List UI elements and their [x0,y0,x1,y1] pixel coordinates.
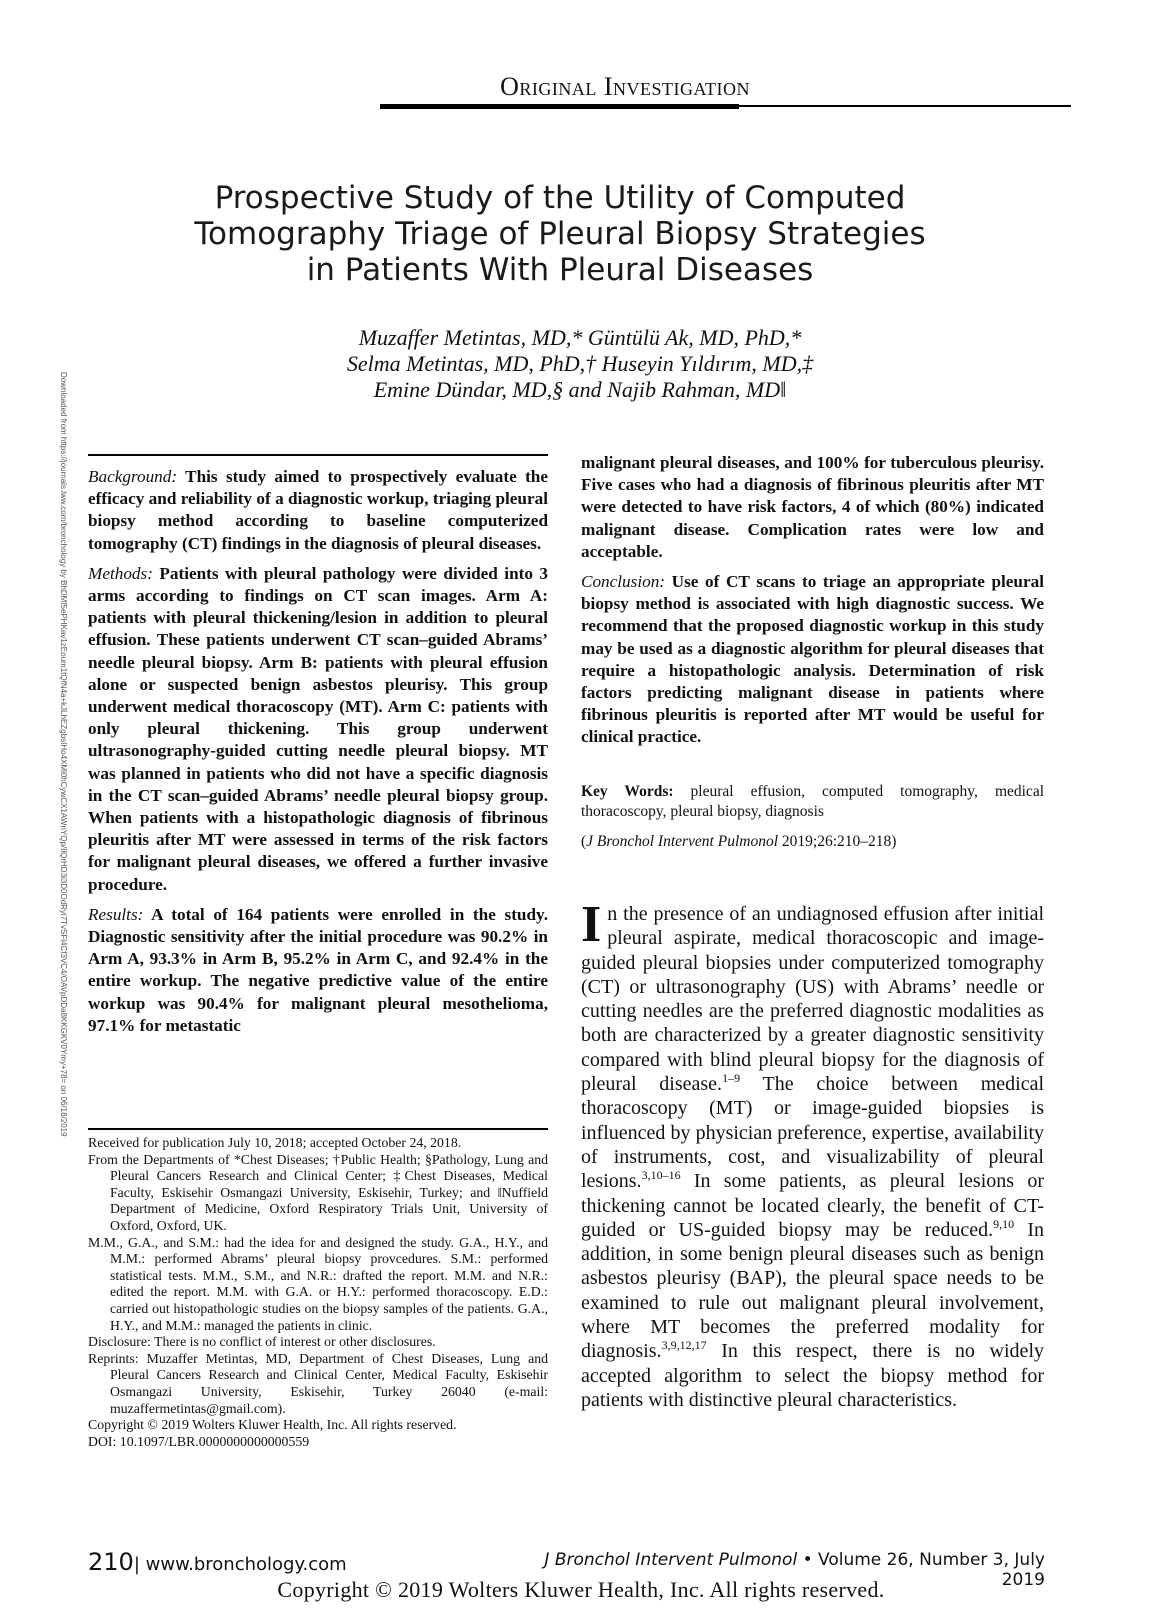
copyright-bar: Copyright © 2019 Wolters Kluwer Health, Inc. All rights reserved. [277,1577,885,1602]
footnote-affiliations: From the Departments of *Chest Diseases; †Public Health; §Pathology, Lung and Pleural Cancers Research and Clinical Center; ‡Chest Diseases, Medical Faculty, Eskisehir Osmangazi University, Eskisehir, Turkey; and ‖Nuffield Department of Medicine, Oxford Respiratory Trials Unit, University of Oxford, Oxford, UK. [88,1151,548,1233]
background-label: Background: [88,467,178,486]
footer-bullet: • [802,1550,813,1570]
header-rule-thick [380,104,739,109]
conclusion-label: Conclusion: [581,572,666,592]
page-number: 210 [88,1548,134,1576]
reference-citation[interactable]: 3,10–16 [641,1168,681,1183]
footnotes [88,1135,548,1450]
citation-details: 2019;26:210–218 [781,833,892,850]
keywords-label: Key Words: [581,783,674,800]
conclusion-text: Use of CT scans to triage an appropriate pleural biopsy method is associated with high diagnostic success. We recommend that the proposed diagnostic workup in this study may be used as a diagnostic algorithm for pleural diseases that require a histopathologic analysis. Determination of risk factors predicting malignant disease in patients where fibrinous pleuritis is reported after MT would be useful for clinical practice. [581,572,1044,747]
abstract-background [88,466,548,555]
footnote-disclosure: Disclosure: There is no conflict of interest or other disclosures. [88,1334,436,1350]
reference-citation[interactable]: 1–9 [722,1071,741,1086]
footnote-rule [88,1128,548,1130]
results-text: A total of 164 patients were enrolled in the study. Diagnostic sensitivity after the initial procedure was 90.2% in Arm A, 93.3% in Arm B, 95.2% in Arm C, and 92.4% in the entire workup. The negative predictive value of the entire workup was 90.4% for malignant pleural mesothelioma, 97.1% for metastatic [88,904,548,1035]
footnote-copyright: Copyright © 2019 Wolters Kluwer Health, Inc. All rights reserved. [88,1417,457,1433]
citation-journal: J Bronchol Intervent Pulmonol [586,833,779,850]
header-rule-thin [739,105,1071,107]
abstract-right-column [581,452,1044,757]
results-text-continued: malignant pleural diseases, and 100% for tuberculous pleurisy. Five cases who had a diagnosis of fibrinous pleuritis after MT were detected to have risk factors, 4 of which (80%) indicated malignant disease. Complication rates were low and acceptable. [581,453,1044,561]
author-list [200,325,960,403]
drop-cap: I [581,896,602,953]
body-text-segment: In addition, in some benign pleural diseases such as benign asbestos pleurisy (BAP), the pleural space needs to be examined to rule out malignant pleural involvement, where MT becomes the preferred modality for diagnosis. [581,1218,1044,1363]
download-notice: Downloaded from https://journals.lww.com/bronchology by BhDMf5ePHKav1zEoum1tQfN4a+kJLhEZgbsIHo4XMi0hCywCX1AWnYQp/IlQrHD3i3D0OdRyi7TvSFl4Cf3VC4/OAVpDDa8KKGKV0Ymy+78= on 06/18/2019 [59,372,68,1137]
website-link[interactable]: www.bronchology.com [145,1554,347,1575]
author-line: Selma Metintas, MD, PhD,† Huseyin Yıldırım, MD,‡ [346,351,814,376]
abstract-methods [88,563,548,896]
body-text-segment: In some patients, as pleural lesions or thickening cannot be located clearly, the benefit of CT-guided or US-guided biopsy may be reduced. [581,1170,1044,1241]
abstract-conclusion [581,571,1044,749]
author-line: Emine Dündar, MD,§ and Najib Rahman, MD‖ [373,377,787,402]
keywords [581,782,1044,822]
title-line: Tomography Triage of Pleural Biopsy Strategies [194,216,926,252]
results-label: Results: [88,904,144,924]
section-label: Original Investigation [500,72,750,101]
footer-separator: | [133,1554,140,1575]
citation: (J Bronchol Intervent Pulmonol 2019;26:210–218) [581,833,897,850]
body-text-segment: n the presence of an undiagnosed effusion after initial pleural aspirate, medical thoracoscopic and image-guided pleural biopsies under computerized tomography (CT) or ultrasonography (US) with Abrams’ needle or cutting needles are the preferred diagnostic modalities as both are characterized by a greater diagnostic sensitivity compared with blind pleural biopsy for the diagnosis of pleural disease. [581,903,1044,1096]
author-line: Muzaffer Metintas, MD,* Güntülü Ak, MD, PhD,* [358,325,802,350]
body-intro-paragraph [581,896,1045,1412]
title-line: Prospective Study of the Utility of Computed [214,180,906,216]
abstract-left-column [88,466,548,1045]
body-text-segment: The choice between medical thoracoscopy (MT) or image-guided biopsies is influenced by physician preference, expertise, availability of instruments, cost, and visualizability of pleural lesions. [581,1073,1045,1193]
footnote-reprints: Reprints: Muzaffer Metintas, MD, Department of Chest Diseases, Lung and Pleural Cancers Research and Clinical Center, Medical Faculty, Eskisehir Osmangazi University, Eskisehir, Turkey 26040 (e-mail: muzaffermetintas@gmail.com). [88,1350,548,1416]
footer-issue: Volume 26, Number 3, July 2019 [818,1550,1045,1590]
footnote-contributions: M.M., G.A., and S.M.: had the idea for and designed the study. G.A., H.Y., and M.M.: performed Abrams’ pleural biopsy provcedures. S.M.: performed statistical tests. M.M., S.M., and N.R.: drafted the report. M.M. and N.R.: edited the report. M.M. with G.A. or H.Y.: performed thoracoscopy. E.D.: carried out histopathologic studies on the biopsy samples of the patients. G.A., H.Y., and M.M.: managed the patients in clinic. [88,1234,548,1333]
abstract-results-continued [581,452,1044,563]
reference-citation[interactable]: 9,10 [993,1216,1015,1231]
footnote-received: Received for publication July 10, 2018; accepted October 24, 2018. [88,1135,462,1150]
body-text-segment: In this respect, there is no widely accepted algorithm to select the biopsy method for patients with distinctive pleural characteristics. [581,1340,1044,1411]
methods-label: Methods: [88,563,153,583]
reference-citation[interactable]: 3,9,12,17 [661,1338,707,1353]
abstract-results [88,904,548,1037]
background-text: This study aimed to prospectively evaluate the efficacy and reliability of a diagnostic workup, triaging pleural biopsy method according to baseline computerized tomography (CT) findings in the diagnosis of pleural diseases. [88,467,548,553]
page-footer-left [88,1548,347,1576]
title-line: in Patients With Pleural Diseases [306,252,814,288]
methods-text: Patients with pleural pathology were divided into 3 arms according to findings on CT scan images. Arm A: patients with pleural thickening/lesion in addition to pleural effusion. These patients underwent CT scan–guided Abrams’ needle pleural biopsy. Arm B: patients with pleural effusion alone or suspected benign asbestos pleurisy. This group underwent medical thoracoscopy (MT). Arm C: patients with only pleural thickening. This group underwent ultrasonography-guided cutting needle pleural biopsy. MT was planned in patients who did not have a specific diagnosis in the CT scan–guided Abrams’ needle pleural biopsy group. When patients with a histopathologic diagnosis of fibrinous pleuritis after MT were assessed in terms of the risk factors for malignant pleural diseases, we offered a further invasive procedure. [88,563,548,894]
abstract-top-rule [88,454,548,456]
footer-journal: J Bronchol Intervent Pulmonol [544,1550,798,1570]
footnote-doi: DOI: 10.1097/LBR.0000000000000559 [88,1433,310,1449]
keywords-text: pleural effusion, computed tomography, medical thoracoscopy, pleural biopsy, diagnosis [581,783,1045,820]
article-title [130,180,990,288]
